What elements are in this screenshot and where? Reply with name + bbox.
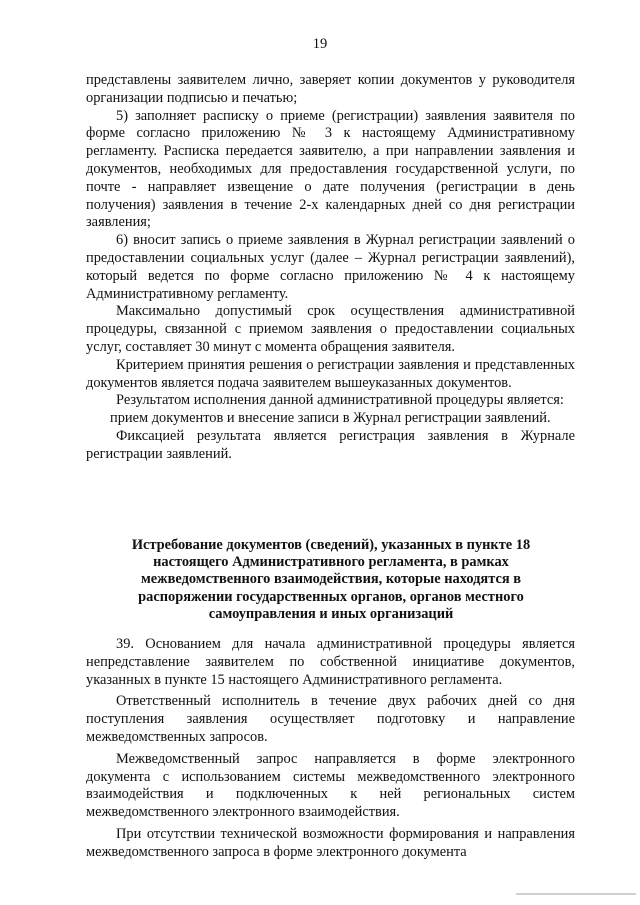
paragraph-result-item: прием документов и внесение записи в Журнал регистрации заявлений. [110, 410, 551, 427]
paragraph-executor: Ответственный исполнитель в течение двух рабочих дней со дня поступления заявления осуществляет подготовку и направление межведомственных запросов. [86, 693, 575, 745]
page-number: 19 [312, 36, 328, 52]
scan-edge-line [516, 893, 636, 895]
paragraph-request-form: Межведомственный запрос направляется в форме электронного документа с использованием системы межведомственного электронного взаимодействия и подключенных к ней региональных систем межведомственного электронного взаимодействия. [86, 750, 575, 821]
paragraph-no-technical: При отсутствии технической возможности формирования и направления межведомственного запроса в форме электронного документа [86, 825, 575, 860]
paragraph-item-6: 6) вносит запись о приеме заявления в Журнал регистрации заявлений о предоставлении социальных услуг (далее – Журнал регистрации заявлений), который ведется по форме согласно приложению № 4 к настоящему Административному регламенту. [86, 232, 575, 302]
paragraph-continuation: представлены заявителем лично, заверяет копии документов у руководителя организации подписью и печатью; [86, 72, 575, 106]
document-body [86, 72, 575, 464]
paragraph-criterion: Критерием принятия решения о регистрации заявления и представленных документов является подача заявителем вышеуказанных документов. [86, 356, 575, 391]
section-body [86, 636, 575, 862]
paragraph-max-time: Максимально допустимый срок осуществления административной процедуры, связанной с приемом заявления о предоставлении социальных услуг, составляет 30 минут с момента обращения заявителя. [86, 303, 575, 355]
paragraph-item-5: 5) заполняет расписку о приеме (регистрации) заявления заявителя по форме согласно приложению № 3 к настоящему Административному регламенту. Расписка передается заявителю, а при направлении заявления и документов, необходимых для предоставления государственной услуги, по почте - направляет извещение о дате получения (регистрации в день получения) заявления в течение 2-х календарных дней со дня регистрации заявления; [86, 107, 575, 231]
section-heading: Истребование документов (сведений), указанных в пункте 18 настоящего Административного регламента, в рамках межведомственного взаимодействия, которые находятся в распоряжении государственных органов, органов местного самоуправления и иных организаций [131, 537, 531, 622]
paragraph-39: 39. Основанием для начала административной процедуры является непредставление заявителем по собственной инициативе документов, указанных в пункте 15 настоящего Административного регламента. [86, 636, 575, 688]
paragraph-result: Результатом исполнения данной административной процедуры является: [116, 392, 564, 409]
paragraph-fixation: Фиксацией результата является регистрация заявления в Журнале регистрации заявлений. [86, 427, 575, 462]
